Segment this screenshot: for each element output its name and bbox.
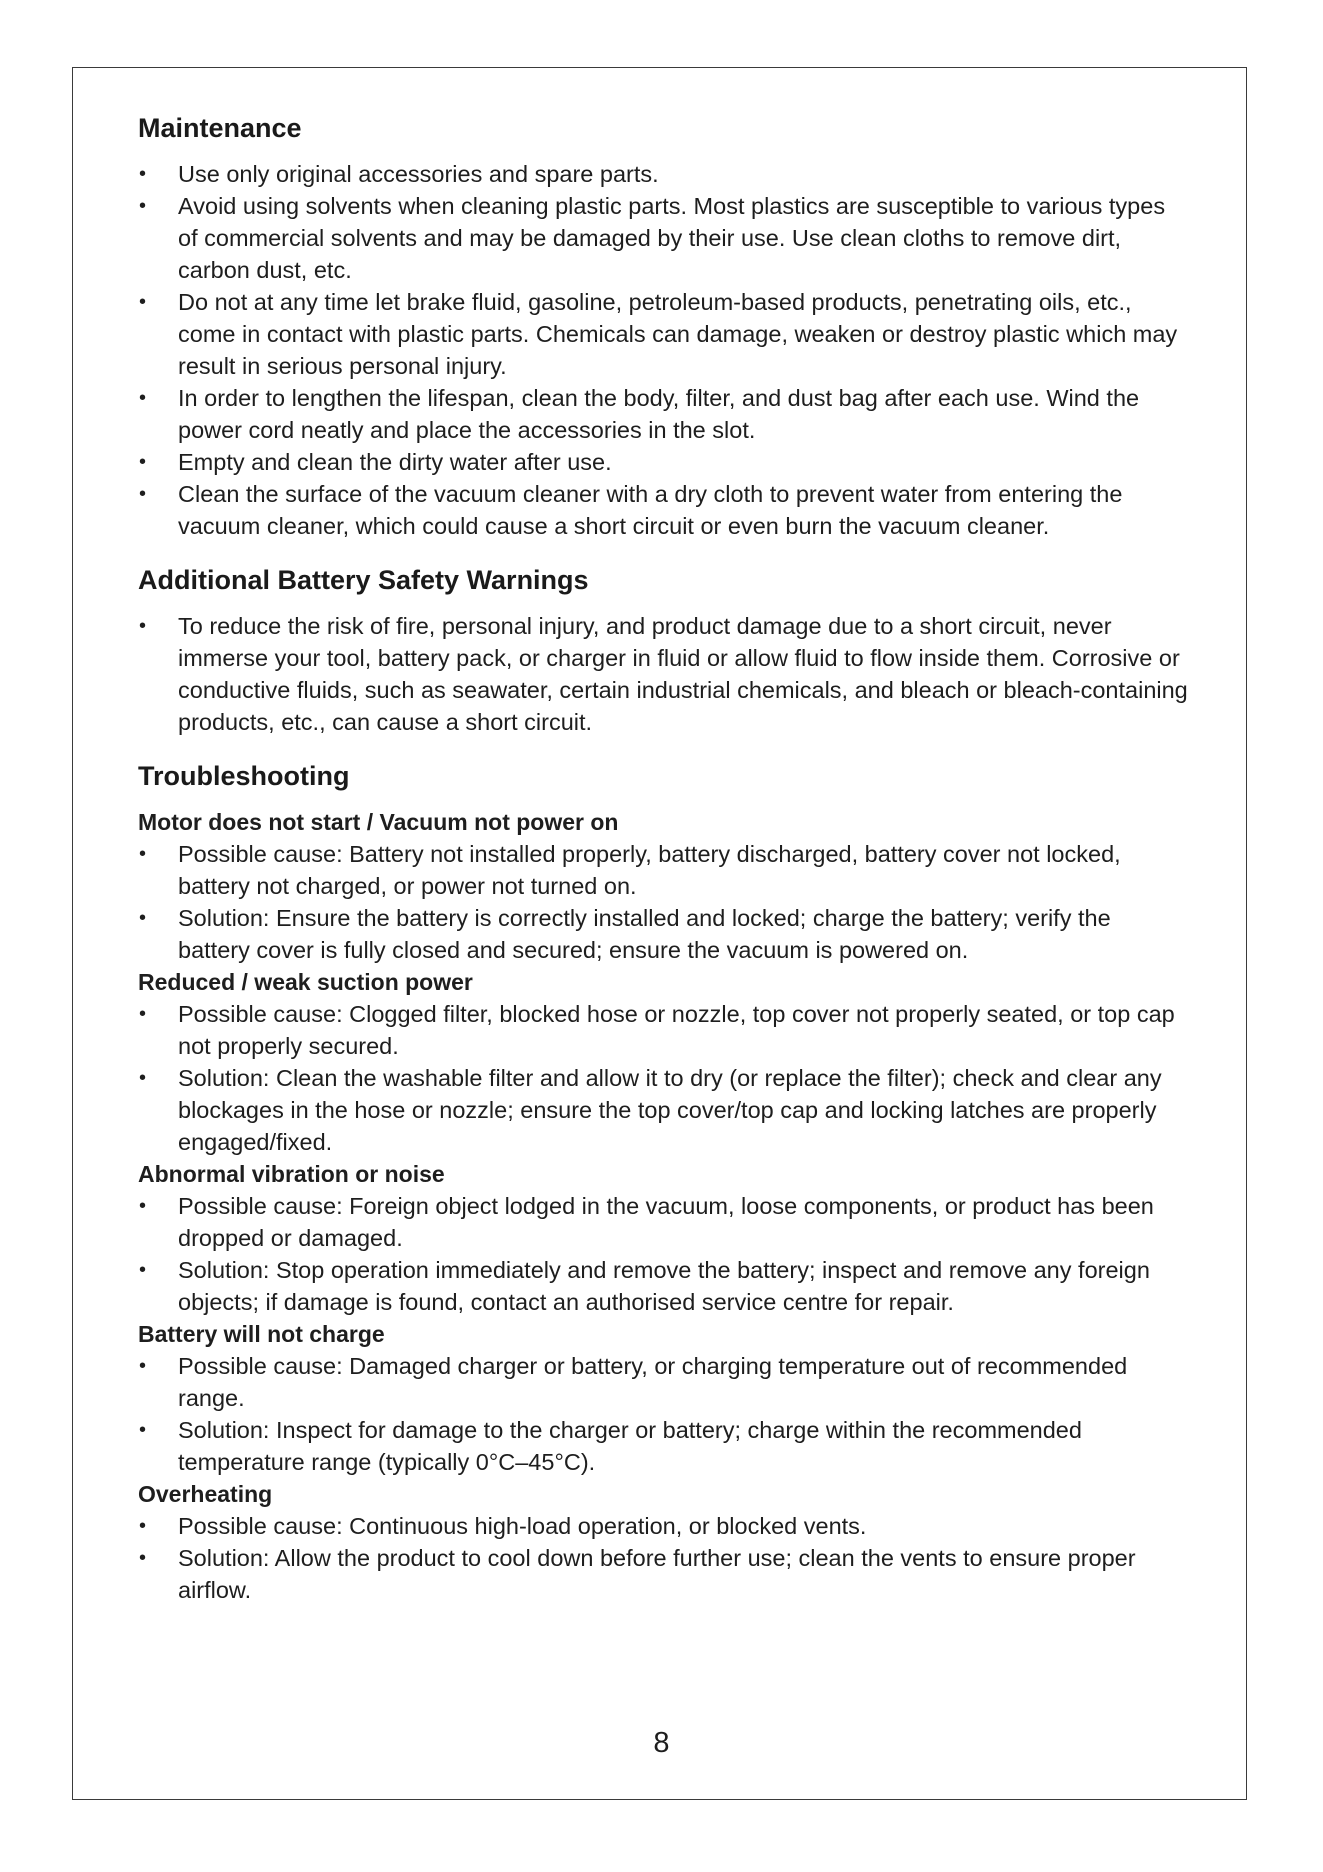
- list-item: • In order to lengthen the lifespan, clean the body, filter, and dust bag after each use. Wind the power cord neatly and place the accessories in the slot.: [138, 382, 1188, 446]
- troubleshooting-list: [138, 838, 1188, 966]
- list-item: • Solution: Ensure the battery is correctly installed and locked; charge the battery; verify the battery cover is fully closed and secured; ensure the vacuum is powered on.: [138, 902, 1188, 966]
- troubleshooting-list: [138, 1190, 1188, 1318]
- document-content: [138, 110, 1188, 1626]
- list-item: • Empty and clean the dirty water after use.: [138, 446, 1188, 478]
- troubleshooting-list: [138, 1350, 1188, 1478]
- list-item: • Do not at any time let brake fluid, gasoline, petroleum-based products, penetrating oils, etc., come in contact with plastic parts. Chemicals can damage, weaken or destroy plastic which may result in serious personal injury.: [138, 286, 1188, 382]
- troubleshooting-subheading: Reduced / weak suction power: [138, 969, 473, 995]
- list-item: • Possible cause: Clogged filter, blocked hose or nozzle, top cover not properly seated, or top cap not properly secured.: [138, 998, 1188, 1062]
- list-item: • Possible cause: Damaged charger or battery, or charging temperature out of recommended range.: [138, 1350, 1188, 1414]
- troubleshooting-subheading: Battery will not charge: [138, 1321, 385, 1347]
- troubleshooting-group-charging: [138, 1318, 1188, 1478]
- list-item: • Possible cause: Continuous high-load operation, or blocked vents.: [138, 1510, 1188, 1542]
- list-item: • Solution: Inspect for damage to the charger or battery; charge within the recommended temperature range (typically 0°C–45°C).: [138, 1414, 1188, 1478]
- list-item: • Possible cause: Foreign object lodged in the vacuum, loose components, or product has been dropped or damaged.: [138, 1190, 1188, 1254]
- list-item: • Solution: Allow the product to cool down before further use; clean the vents to ensure proper airflow.: [138, 1542, 1188, 1606]
- troubleshooting-subheading: Abnormal vibration or noise: [138, 1161, 445, 1187]
- list-item: • Solution: Clean the washable filter and allow it to dry (or replace the filter); check and clear any blockages in the hose or nozzle; ensure the top cover/top cap and locking latches are properly engaged/fixed.: [138, 1062, 1188, 1158]
- troubleshooting-group-vibration: [138, 1158, 1188, 1318]
- troubleshooting-subheading: Overheating: [138, 1481, 273, 1507]
- list-item: • Solution: Stop operation immediately and remove the battery; inspect and remove any foreign objects; if damage is found, contact an authorised service centre for repair.: [138, 1254, 1188, 1318]
- troubleshooting-group-overheating: [138, 1478, 1188, 1606]
- battery-warnings-section: [138, 562, 1188, 738]
- maintenance-section: [138, 110, 1188, 542]
- list-item: • To reduce the risk of fire, personal injury, and product damage due to a short circuit, never immerse your tool, battery pack, or charger in fluid or allow fluid to flow inside them. Corrosive or conductive fluids, such as seawater, certain industrial chemicals, and bleach or bleach-containing products, etc., can cause a short circuit.: [138, 610, 1188, 738]
- battery-warnings-heading: Additional Battery Safety Warnings: [138, 565, 589, 595]
- troubleshooting-group-motor: [138, 806, 1188, 966]
- list-item: • Use only original accessories and spare parts.: [138, 158, 1188, 190]
- troubleshooting-subheading: Motor does not start / Vacuum not power on: [138, 809, 619, 835]
- list-item: • Clean the surface of the vacuum cleaner with a dry cloth to prevent water from entering the vacuum cleaner, which could cause a short circuit or even burn the vacuum cleaner.: [138, 478, 1188, 542]
- list-item: • Possible cause: Battery not installed properly, battery discharged, battery cover not locked, battery not charged, or power not turned on.: [138, 838, 1188, 902]
- list-item: • Avoid using solvents when cleaning plastic parts. Most plastics are susceptible to various types of commercial solvents and may be damaged by their use. Use clean cloths to remove dirt, carbon dust, etc.: [138, 190, 1188, 286]
- page-number: 8: [653, 1727, 670, 1759]
- maintenance-heading: Maintenance: [138, 113, 302, 143]
- maintenance-list: [138, 158, 1188, 542]
- troubleshooting-heading: Troubleshooting: [138, 761, 350, 791]
- battery-warnings-list: [138, 610, 1188, 738]
- troubleshooting-section: [138, 758, 1188, 1606]
- troubleshooting-list: [138, 998, 1188, 1158]
- troubleshooting-group-suction: [138, 966, 1188, 1158]
- troubleshooting-list: [138, 1510, 1188, 1606]
